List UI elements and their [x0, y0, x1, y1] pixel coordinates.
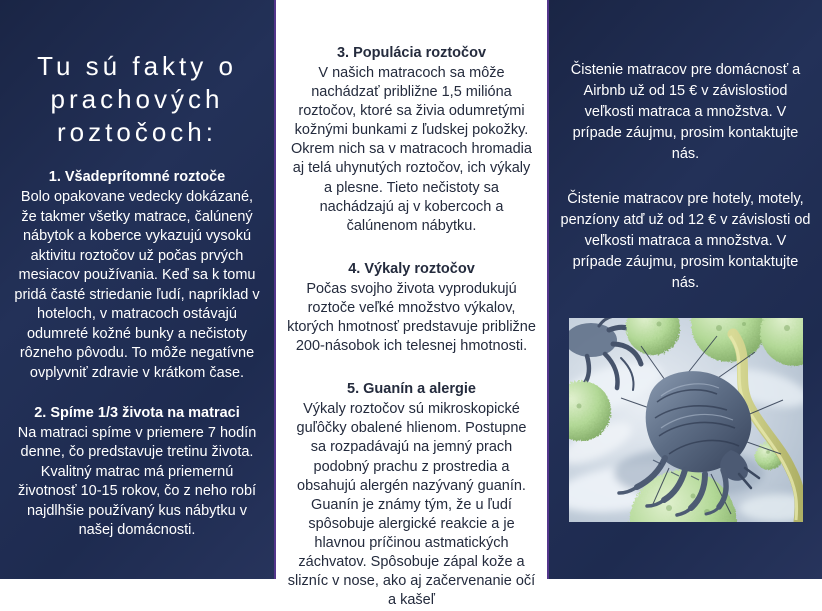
- fact-heading-2: 2. Spíme 1/3 života na matraci: [34, 405, 240, 422]
- dust-mite-illustration: [569, 318, 803, 522]
- fact-heading-5: 5. Guanín a alergie: [347, 381, 476, 398]
- dust-mite-photo: [569, 318, 803, 522]
- fact-body-3: V našich matracoch sa môže nachádzať približne 1,5 milióna roztočov, ktoré sa živia odumretými kožnými bunkami z ľudskej pokožky. Okrem nich sa v matracoch hromadia aj telá uhynutých roztočov, ich výkaly a plesne. Tieto nečistoty sa nachádzajú aj v kobercoch a čalúnenom nábytku.: [291, 64, 532, 234]
- fact-heading-1: 1. Všadeprítomné roztoče: [48, 169, 226, 186]
- fact-body-5: Výkaly roztočov sú mikroskopické guľôčky obalené hlienom. Postupne sa rozpadávajú na jemný prach podobný prachu z prostredia a obsahujú alergén nazývaný guanín. Guanín je známy tým, že u ľudí spôsobuje alergické reakcie a je hlavnou príčinou astmatických záchvatov. Spôsobuje zápal kože a slizníc v nose, ako aj začervenanie očí a kašeľ: [287, 401, 536, 609]
- fact-section-3: [287, 44, 536, 236]
- fact-section-5: [287, 380, 536, 610]
- fact-section-2: [13, 404, 261, 541]
- fact-section-1: [13, 168, 261, 383]
- panel-facts-intro: [0, 0, 274, 579]
- panel-services: [549, 0, 822, 579]
- service-offer-hotels: Čistenie matracov pre hotely, motely, penzíony atď už od 12 € v závislosti od veľkosti matraca a množstva. V prípade záujmu, prosim kontaktujte nás.: [560, 191, 811, 292]
- service-offer-household: Čistenie matracov pre domácnosť a Airbnb už od 15 € v závislostiod veľkosti matraca a množstva. V prípade záujmu, prosim kontaktujte nás.: [570, 62, 801, 163]
- fact-heading-3: 3. Populácia roztočov: [336, 45, 487, 61]
- fact-body-4: Počas svojho života vyprodukujú roztoče veľké množstvo výkalov, ktorých hmotnosť predstavuje približne 200-násobok ich telesnej hmotnosti.: [287, 280, 536, 355]
- brochure-title: Tu sú fakty o prachových roztočoch:: [37, 51, 237, 147]
- panel-facts-detail: [274, 0, 549, 609]
- fact-body-2: Na matraci spíme v priemere 7 hodín denne, čo predstavuje tretinu života. Kvalitný matrac má priemernú životnosť 10-15 rokov, čo z neho robí najdlhšie používaný kus nábytku v našej domácnosti.: [17, 424, 257, 539]
- fact-heading-4: 4. Výkaly roztočov: [348, 260, 475, 277]
- fact-body-1: Bolo opakovane vedecky dokázané, že takmer všetky matrace, čalúnený nábytok a koberce vykazujú vysokú aktivitu roztočov už počas prvých mesiacov používania. Keď sa k tomu pridá časté striedanie ľudí, napríklad v hoteloch, v matracoch ostávajú odumreté kožné bunky a nečistoty rôzneho pôvodu. To môže negatívne ovplyvniť zdravie v krátkom čase.: [14, 189, 260, 381]
- fact-section-4: [287, 260, 536, 356]
